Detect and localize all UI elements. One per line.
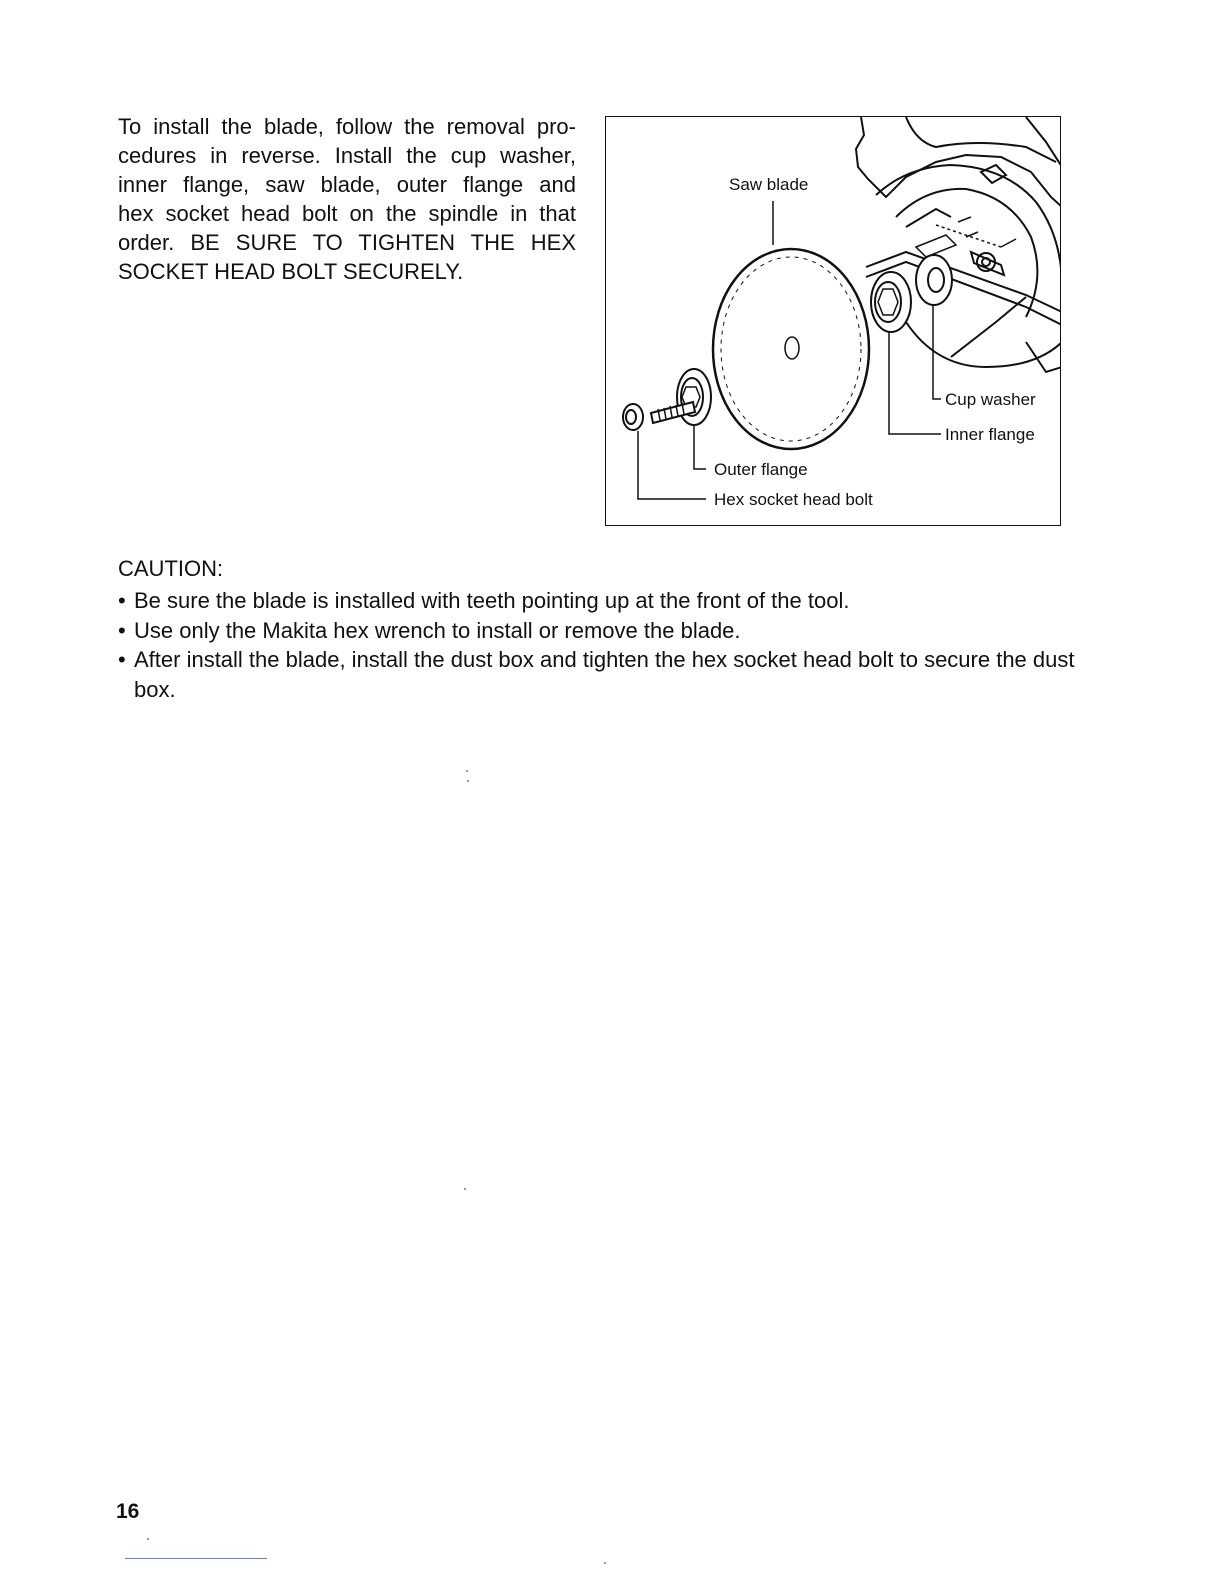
page-number: 16 — [116, 1500, 140, 1523]
caution-item-text: After install the blade, install the dust box and tighten the hex socket head bolt to secure the dust box. — [134, 647, 1075, 702]
inner-flange-label: Inner flange — [945, 425, 1035, 444]
blade-assembly-figure — [605, 116, 1061, 526]
caution-item — [118, 645, 1078, 704]
intro-line: hex socket head bolt on the spindle in that — [118, 201, 576, 226]
spindle — [971, 252, 1004, 275]
hex-bolt-label: Hex socket head bolt — [714, 490, 873, 509]
intro-line: order. BE SURE TO TIGHTEN THE HEX — [118, 230, 576, 255]
cup-washer-label: Cup washer — [945, 390, 1036, 409]
caution-item — [118, 586, 1078, 616]
saw-housing — [856, 117, 1061, 372]
saw-blade-part — [713, 249, 869, 449]
footer-rule — [125, 1558, 267, 1559]
intro-line: SOCKET HEAD BOLT SECURELY. — [118, 259, 464, 284]
cup-washer-part — [916, 255, 952, 305]
caution-item-text: Use only the Makita hex wrench to install or remove the blade. — [134, 617, 741, 643]
bullet-icon: • — [118, 617, 126, 643]
bullet-icon: • — [118, 588, 126, 613]
scan-speck — [467, 780, 469, 782]
scan-speck — [464, 1188, 466, 1190]
intro-line: To install the blade, follow the removal pro- — [118, 114, 576, 139]
saw-blade-label: Saw blade — [729, 175, 809, 194]
bullet-icon: • — [118, 647, 126, 672]
scan-speck — [466, 770, 468, 772]
caution-item — [118, 616, 1078, 646]
inner-flange-part — [871, 272, 911, 332]
blade-assembly-illustration — [606, 117, 1061, 526]
caution-heading: CAUTION: — [118, 556, 224, 581]
scan-speck — [604, 1562, 606, 1564]
caution-list — [118, 586, 1078, 704]
intro-line: inner flange, saw blade, outer flange and — [118, 172, 576, 197]
caution-item-text: Be sure the blade is installed with teeth pointing up at the front of the tool. — [134, 588, 850, 613]
intro-line: cedures in reverse. Install the cup washer, — [118, 143, 576, 168]
outer-flange-part — [677, 369, 711, 425]
outer-flange-label: Outer flange — [714, 460, 808, 479]
installation-paragraph — [118, 112, 576, 286]
scan-speck — [147, 1538, 149, 1540]
